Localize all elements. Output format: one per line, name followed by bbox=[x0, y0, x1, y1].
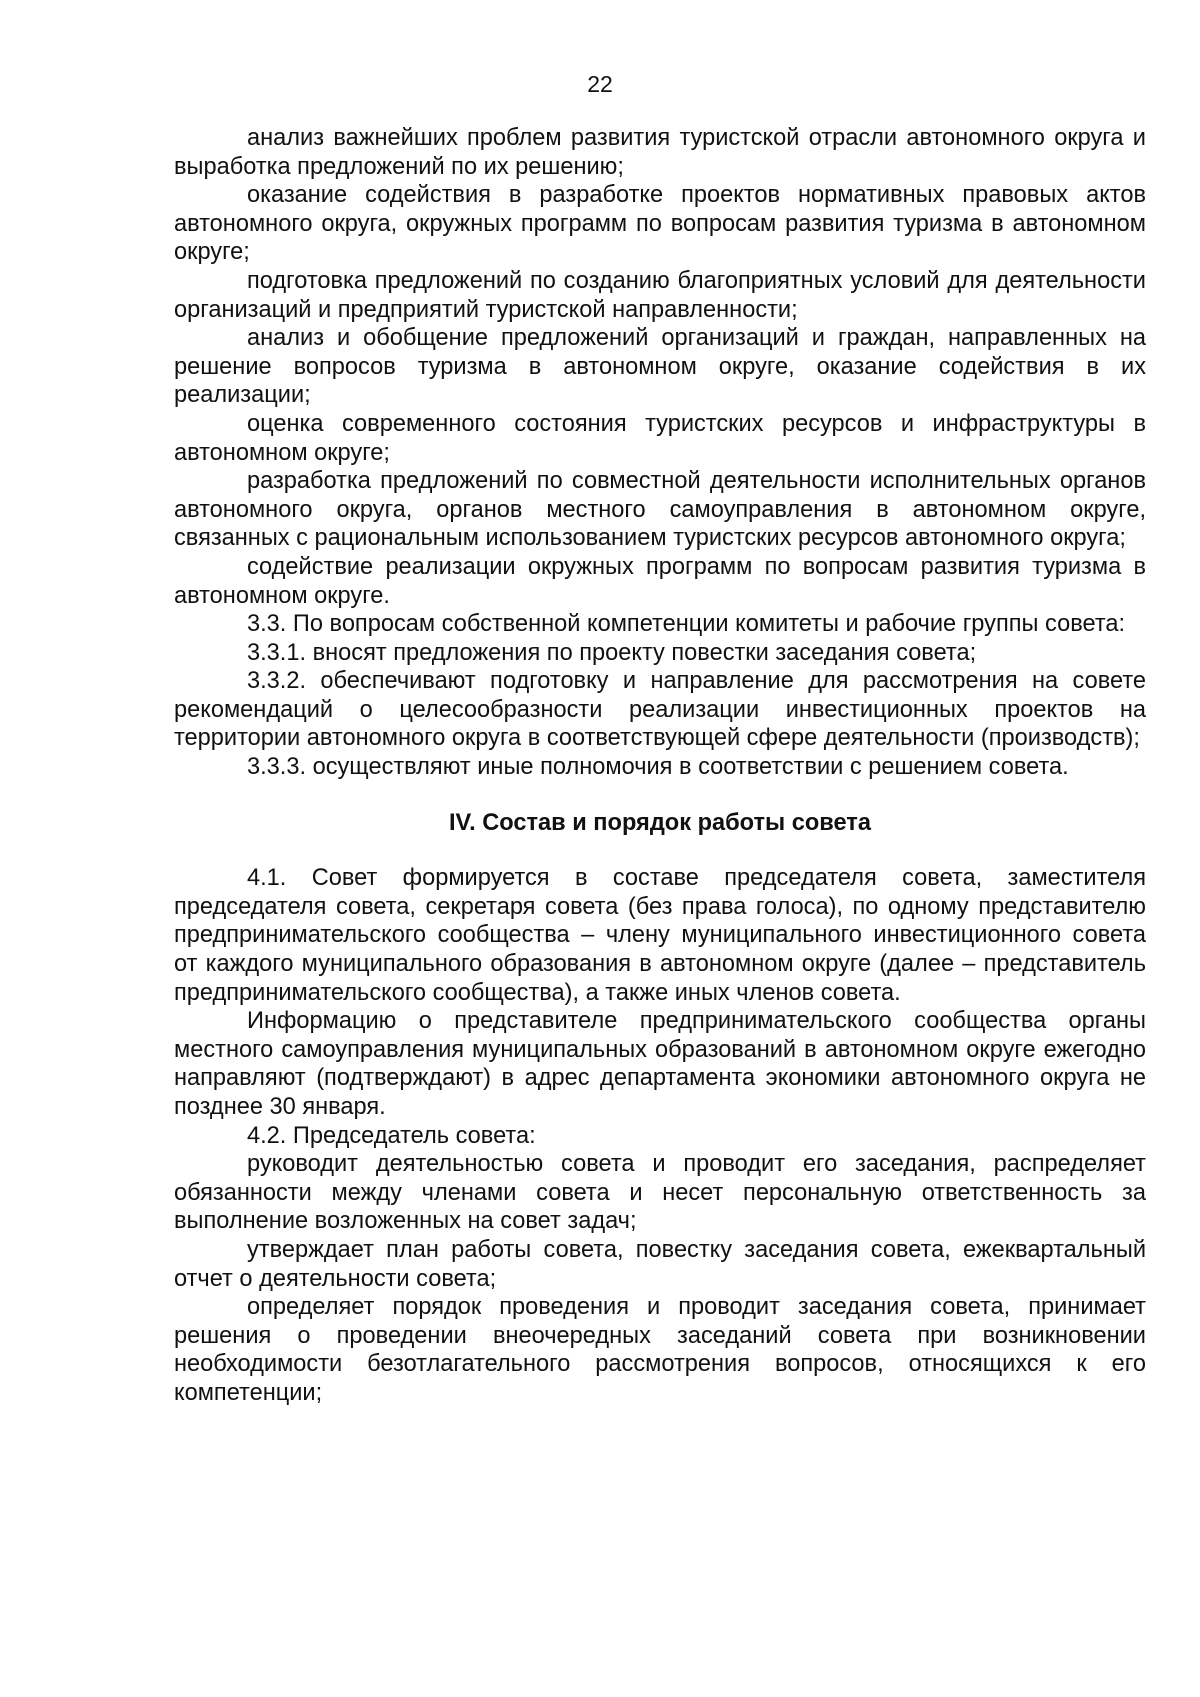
clause-4-2: 4.2. Председатель совета: bbox=[247, 1122, 536, 1149]
paragraph: анализ важнейших проблем развития туристской отрасли автономного округа и выработка предложений по их решению; bbox=[174, 125, 1146, 180]
paragraph: оказание содействия в разработке проектов нормативных правовых актов автономного округа, окружных программ по вопросам развития туризма в автономном округе; bbox=[174, 182, 1146, 266]
clause-3-3-2: 3.3.2. обеспечивают подготовку и направление для рассмотрения на совете рекомендаций о целесообразности реализации инвестиционных проектов на территории автономного округа в соответствующей сфере деятельности (производств); bbox=[174, 668, 1146, 752]
paragraph: руководит деятельностью совета и проводит его заседания, распределяет обязанности между членами совета и несет персональную ответственность за выполнение возложенных на совет задач; bbox=[174, 1151, 1146, 1235]
paragraph: Информацию о представителе предпринимательского сообщества органы местного самоуправления муниципальных образований в автономном округе ежегодно направляют (подтверждают) в адрес департамента экономики автономного округа не позднее 30 января. bbox=[174, 1008, 1146, 1120]
clause-4-1: 4.1. Совет формируется в составе председателя совета, заместителя председателя совета, секретаря совета (без права голоса), по одному представителю предпринимательского сообщества – члену муниципального инвестиционного совета от каждого муниципального образования в автономном округе (далее – представитель предпринимательского сообщества), а также иных членов совета. bbox=[174, 865, 1146, 1006]
paragraph: оценка современного состояния туристских ресурсов и инфраструктуры в автономном округе; bbox=[174, 410, 1146, 466]
clause-3-3: 3.3. По вопросам собственной компетенции комитеты и рабочие группы совета: bbox=[247, 611, 1126, 638]
paragraph: определяет порядок проведения и проводит заседания совета, принимает решения о проведении внеочередных заседаний совета при возникновении необходимости безотлагательного рассмотрения вопросов, относящихся к его компетенции; bbox=[174, 1294, 1146, 1406]
paragraph: содействие реализации окружных программ по вопросам развития туризма в автономном округе. bbox=[174, 553, 1146, 609]
paragraph: анализ и обобщение предложений организаций и граждан, направленных на решение вопросов туризма в автономном округе, оказание содействия в их реализации; bbox=[174, 325, 1146, 409]
paragraph: утверждает план работы совета, повестку заседания совета, ежеквартальный отчет о деятельности совета; bbox=[174, 1236, 1146, 1292]
section-heading: IV. Состав и порядок работы совета bbox=[449, 809, 871, 836]
clause-3-3-1: 3.3.1. вносят предложения по проекту повестки заседания совета; bbox=[247, 639, 977, 666]
page-number: 22 bbox=[587, 71, 613, 97]
document-body bbox=[174, 124, 1146, 1408]
clause-3-3-3: 3.3.3. осуществляют иные полномочия в соответствии с решением совета. bbox=[247, 754, 1069, 781]
paragraph: разработка предложений по совместной деятельности исполнительных органов автономного округа, органов местного самоуправления в автономном округе, связанных с рациональным использованием туристских ресурсов автономного округа; bbox=[174, 468, 1146, 552]
paragraph: подготовка предложений по созданию благоприятных условий для деятельности организаций и предприятий туристской направленности; bbox=[174, 267, 1146, 323]
